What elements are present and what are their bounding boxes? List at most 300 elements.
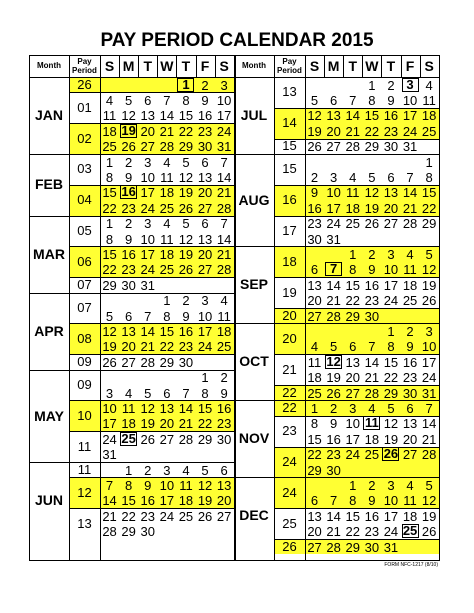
calendar-day: 1 <box>125 462 133 478</box>
calendar-day: 8 <box>349 262 357 278</box>
header-day-5: F <box>200 58 210 74</box>
calendar-day: 2 <box>125 216 133 232</box>
calendar-day: 5 <box>425 477 433 493</box>
calendar-day: 3 <box>402 78 419 92</box>
calendar-day: 7 <box>163 92 171 108</box>
calendar-day: 23 <box>364 524 380 540</box>
pay-period-number: 05 <box>77 223 92 238</box>
calendar-day: 25 <box>421 123 437 139</box>
calendar-day: 27 <box>197 200 213 216</box>
calendar-day: 28 <box>326 539 341 555</box>
calendar-day: 9 <box>406 339 414 355</box>
calendar-day: 20 <box>326 123 341 139</box>
calendar-day: 12 <box>364 185 380 201</box>
calendar-day: 25 <box>159 262 175 278</box>
calendar-day: 15 <box>345 277 360 293</box>
calendar-day: 23 <box>307 216 322 232</box>
calendar-day: 7 <box>330 493 338 509</box>
calendar-day: 9 <box>330 416 338 432</box>
calendar-day: 10 <box>159 477 175 493</box>
calendar-day: 19 <box>326 370 341 386</box>
calendar-day: 16 <box>140 493 155 509</box>
calendar-day: 25 <box>345 216 360 232</box>
calendar-day: 20 <box>216 493 232 509</box>
calendar-day: 18 <box>178 493 194 509</box>
calendar-day: 4 <box>349 169 357 185</box>
calendar-day: 7 <box>368 339 376 355</box>
calendar-day: 5 <box>105 308 114 324</box>
header-day-2: T <box>143 58 153 74</box>
calendar-day: 26 <box>197 508 213 524</box>
calendar-day: 16 <box>216 400 232 416</box>
calendar-day: 8 <box>125 477 133 493</box>
header-day-2: T <box>348 58 358 74</box>
calendar-day: 27 <box>402 447 418 463</box>
calendar-day: 25 <box>402 293 418 309</box>
calendar-day: 9 <box>125 169 133 185</box>
calendar-day: 22 <box>197 416 213 432</box>
calendar-day: 4 <box>368 400 376 416</box>
calendar-day: 18 <box>159 246 175 262</box>
calendar-day: 28 <box>345 139 360 155</box>
calendar-day: 15 <box>178 108 194 124</box>
calendar-day: 6 <box>144 92 152 108</box>
calendar-day: 19 <box>421 277 437 293</box>
calendar-day: 2 <box>125 154 133 170</box>
calendar-day: 18 <box>102 123 117 139</box>
header-day-5: F <box>405 58 415 74</box>
calendar-day: 14 <box>345 108 360 124</box>
day-column-divider <box>381 55 382 77</box>
calendar-day: 1 <box>105 154 114 170</box>
day-column-divider <box>196 55 197 77</box>
calendar-day: 12 <box>178 231 194 247</box>
calendar-day: 6 <box>310 262 319 278</box>
calendar-day: 2 <box>406 323 414 339</box>
calendar-day: 1 <box>163 293 171 309</box>
header-day-6: S <box>219 58 229 74</box>
month-label-apr: APR <box>34 322 64 339</box>
calendar-day: 20 <box>121 339 136 355</box>
day-column-divider <box>420 55 421 77</box>
calendar-day: 6 <box>220 462 228 478</box>
calendar-day: 17 <box>140 185 155 201</box>
calendar-day: 16 <box>121 184 136 200</box>
calendar-day: 2 <box>330 400 338 416</box>
calendar-day: 24 <box>140 262 155 278</box>
calendar-day: 8 <box>182 92 190 108</box>
calendar-day: 1 <box>349 477 357 493</box>
calendar-day: 11 <box>160 169 174 185</box>
calendar-day: 15 <box>121 493 136 509</box>
calendar-day: 14 <box>421 416 437 432</box>
calendar-day: 3 <box>201 293 209 309</box>
calendar-day: 15 <box>197 400 213 416</box>
day-column-divider <box>215 55 216 77</box>
calendar-day: 19 <box>383 431 399 447</box>
calendar-day: 19 <box>421 508 437 524</box>
calendar-day: 12 <box>307 108 322 124</box>
calendar-day: 6 <box>201 216 209 232</box>
calendar-day: 5 <box>310 92 319 108</box>
calendar-day: 3 <box>387 246 395 262</box>
calendar-day: 19 <box>364 200 380 216</box>
pay-period-number: 11 <box>77 461 92 477</box>
calendar-day: 19 <box>178 246 194 262</box>
calendar-day: 12 <box>421 262 437 278</box>
calendar-day: 21 <box>102 508 117 524</box>
calendar-day: 17 <box>383 277 399 293</box>
calendar-day: 7 <box>406 169 414 185</box>
header-month-label: Month <box>37 61 61 70</box>
calendar-day: 23 <box>197 123 213 139</box>
calendar-day: 7 <box>425 400 433 416</box>
calendar-day: 10 <box>140 169 155 185</box>
calendar-day: 13 <box>159 400 175 416</box>
calendar-day: 27 <box>383 216 399 232</box>
calendar-day: 10 <box>383 262 399 278</box>
calendar-day: 15 <box>345 508 360 524</box>
calendar-day: 24 <box>383 293 399 309</box>
calendar-day: 8 <box>368 92 376 108</box>
month-label-jul: JUL <box>240 107 268 123</box>
day-column-divider <box>324 55 325 77</box>
calendar-day: 23 <box>121 262 136 278</box>
calendar-day: 13 <box>326 108 341 124</box>
calendar-day: 28 <box>102 524 117 540</box>
calendar-day: 26 <box>326 385 341 401</box>
calendar-day: 11 <box>422 92 436 108</box>
header-day-0: S <box>309 58 320 74</box>
calendar-day: 15 <box>102 185 117 201</box>
calendar-day: 26 <box>364 216 380 232</box>
calendar-day: 14 <box>326 277 341 293</box>
calendar-day: 23 <box>140 508 155 524</box>
calendar-day: 29 <box>197 431 213 447</box>
calendar-day: 10 <box>383 493 399 509</box>
calendar-day: 19 <box>140 416 155 432</box>
calendar-day: 17 <box>345 431 360 447</box>
calendar-day: 6 <box>387 169 395 185</box>
calendar-day: 22 <box>345 524 360 540</box>
calendar-day: 15 <box>364 108 380 124</box>
calendar-day: 1 <box>177 78 194 92</box>
calendar-day: 11 <box>345 185 360 201</box>
calendar-day: 18 <box>159 185 175 201</box>
calendar-day: 1 <box>387 323 395 339</box>
calendar-day: 22 <box>364 123 380 139</box>
calendar-day: 8 <box>425 169 433 185</box>
calendar-day: 21 <box>216 185 232 201</box>
calendar-day: 23 <box>326 447 341 463</box>
pay-period-number: 03 <box>77 161 92 177</box>
calendar-day: 16 <box>121 246 136 262</box>
header-pay-label: Pay <box>282 57 297 66</box>
header-day-3: W <box>365 58 379 74</box>
calendar-day: 14 <box>140 323 155 339</box>
pay-period-number: 26 <box>77 76 92 92</box>
calendar-day: 1 <box>201 370 209 386</box>
calendar-day: 6 <box>349 339 357 355</box>
calendar-day: 11 <box>179 477 193 493</box>
calendar-day: 10 <box>197 308 213 324</box>
calendar-day: 21 <box>364 370 380 386</box>
calendar-day: 31 <box>216 139 232 155</box>
calendar-day: 19 <box>307 123 322 139</box>
calendar-day: 5 <box>201 462 209 478</box>
calendar-day: 15 <box>383 354 399 370</box>
calendar-day: 26 <box>383 446 399 462</box>
calendar-day: 16 <box>178 323 194 339</box>
calendar-day: 30 <box>364 539 380 555</box>
pay-period-number: 08 <box>77 330 92 346</box>
calendar-day: 13 <box>402 416 418 432</box>
month-label-feb: FEB <box>35 176 63 192</box>
calendar-day: 5 <box>144 385 152 401</box>
calendar-day: 31 <box>421 385 437 401</box>
calendar-day: 4 <box>310 339 319 355</box>
month-label-jan: JAN <box>34 107 63 123</box>
calendar-day: 30 <box>121 277 136 293</box>
calendar-day: 12 <box>178 169 194 185</box>
calendar-day: 2 <box>201 77 209 93</box>
calendar-day: 28 <box>421 447 437 463</box>
calendar-day: 20 <box>140 123 155 139</box>
calendar-day: 1 <box>425 154 433 170</box>
calendar-day: 10 <box>421 339 437 355</box>
calendar-day: 19 <box>102 339 117 355</box>
month-label-oct: OCT <box>239 353 269 370</box>
calendar-day: 15 <box>159 323 175 339</box>
calendar-day: 10 <box>102 400 117 416</box>
calendar-day: 4 <box>220 293 228 309</box>
calendar-day: 26 <box>421 293 437 309</box>
calendar-day: 3 <box>105 385 114 401</box>
calendar-day: 1 <box>349 246 357 262</box>
calendar-day: 17 <box>383 508 399 524</box>
calendar-day: 24 <box>345 447 360 463</box>
calendar-day: 15 <box>102 246 117 262</box>
calendar-day: 24 <box>402 123 418 139</box>
pay-period-number: 25 <box>282 515 297 531</box>
calendar-day: 18 <box>402 508 418 524</box>
month-label-dec: DEC <box>239 507 269 524</box>
calendar-day: 14 <box>326 508 341 524</box>
calendar-day: 7 <box>144 308 152 324</box>
calendar-day: 13 <box>121 323 136 339</box>
day-column-divider <box>401 55 402 77</box>
calendar-day: 28 <box>402 216 418 232</box>
calendar-day: 30 <box>326 462 341 478</box>
pay-period-number: 13 <box>282 84 297 100</box>
month-label-mar: MAR <box>33 245 65 262</box>
calendar-day: 20 <box>197 246 213 262</box>
calendar-day: 28 <box>178 431 194 447</box>
calendar-day: 2 <box>220 370 228 386</box>
calendar-day: 4 <box>125 385 133 401</box>
calendar-day: 14 <box>402 185 418 201</box>
calendar-day: 20 <box>307 293 322 309</box>
calendar-day: 25 <box>102 139 117 155</box>
header-day-4: T <box>386 58 396 74</box>
calendar-day: 13 <box>307 277 322 293</box>
calendar-day: 21 <box>421 431 437 447</box>
calendar-day: 10 <box>402 92 418 108</box>
calendar-day: 21 <box>326 293 341 309</box>
calendar-day: 18 <box>421 108 437 124</box>
calendar-day: 9 <box>368 262 376 278</box>
calendar-day: 17 <box>197 323 213 339</box>
calendar-day: 23 <box>402 370 418 386</box>
calendar-day: 30 <box>402 385 418 401</box>
day-column-divider <box>176 55 177 77</box>
header-day-3: W <box>160 58 174 74</box>
month-label-aug: AUG <box>238 192 270 208</box>
calendar-day: 21 <box>159 123 175 139</box>
calendar-day: 6 <box>330 92 338 108</box>
month-label-sep: SEP <box>239 276 268 293</box>
calendar-day: 3 <box>163 462 171 478</box>
calendar-day: 8 <box>105 231 114 247</box>
calendar-day: 31 <box>102 447 117 463</box>
header-day-4: T <box>181 58 191 74</box>
calendar-day: 13 <box>383 185 399 201</box>
calendar-day: 13 <box>216 477 232 493</box>
calendar-day: 30 <box>307 231 322 247</box>
calendar-day: 19 <box>197 493 213 509</box>
calendar-day: 18 <box>216 323 232 339</box>
pay-period-number: 17 <box>282 223 297 238</box>
calendar-day: 29 <box>121 524 136 540</box>
calendar-day: 25 <box>307 385 322 401</box>
pay-period-number: 13 <box>77 515 92 531</box>
calendar-day: 2 <box>182 293 190 309</box>
calendar-day: 20 <box>307 524 322 540</box>
pay-period-number: 22 <box>282 384 297 400</box>
calendar-day: 26 <box>178 262 194 278</box>
header-day-1: M <box>327 58 340 74</box>
calendar-day: 29 <box>345 308 360 324</box>
pay-period-number: 09 <box>77 353 92 369</box>
calendar-day: 27 <box>216 508 232 524</box>
pay-period-number: 24 <box>282 454 297 469</box>
calendar-day: 20 <box>345 370 360 386</box>
calendar-day: 9 <box>125 231 133 247</box>
day-column-divider <box>119 55 120 77</box>
calendar-day: 29 <box>421 216 437 232</box>
calendar-day: 7 <box>220 154 228 170</box>
pay-period-number: 26 <box>282 538 297 554</box>
calendar-day: 2 <box>368 477 376 493</box>
calendar-day: 2 <box>368 246 376 262</box>
calendar-day: 30 <box>140 524 155 540</box>
calendar-day: 16 <box>364 277 380 293</box>
calendar-day: 2 <box>310 169 319 185</box>
pay-period-number: 15 <box>282 161 297 177</box>
calendar-day: 19 <box>121 122 136 138</box>
form-number: FORM NFC-1217 (8/10) <box>384 562 438 568</box>
month-label-jun: JUN <box>34 492 63 508</box>
calendar-day: 12 <box>383 416 399 432</box>
calendar-day: 28 <box>159 139 175 155</box>
calendar-day: 12 <box>421 493 437 509</box>
calendar-day: 31 <box>326 231 341 247</box>
calendar-day: 5 <box>182 216 190 232</box>
calendar-day: 18 <box>345 200 360 216</box>
day-column-divider <box>157 55 158 77</box>
day-column-divider <box>138 55 139 77</box>
pay-period-number: 07 <box>77 300 92 315</box>
calendar-day: 5 <box>425 246 433 262</box>
calendar-day: 27 <box>140 139 155 155</box>
pay-period-number: 21 <box>282 361 297 377</box>
calendar-day: 28 <box>140 354 155 370</box>
calendar-day: 17 <box>402 108 418 124</box>
calendar-day: 20 <box>402 431 418 447</box>
calendar-day: 6 <box>310 493 319 509</box>
calendar-day: 4 <box>105 92 114 108</box>
calendar-day: 4 <box>182 462 190 478</box>
calendar-day: 22 <box>178 123 194 139</box>
calendar-day: 23 <box>364 293 380 309</box>
calendar-day: 8 <box>201 385 209 401</box>
day-column-divider <box>362 55 363 77</box>
calendar-day: 5 <box>330 339 338 355</box>
pay-period-number: 24 <box>282 484 297 500</box>
calendar-day: 24 <box>140 200 155 216</box>
calendar-day: 6 <box>163 385 171 401</box>
calendar-day: 26 <box>178 200 194 216</box>
calendar-day: 29 <box>102 277 117 293</box>
calendar-day: 2 <box>144 462 152 478</box>
calendar-day: 4 <box>163 154 171 170</box>
calendar-day: 10 <box>345 416 360 432</box>
calendar-day: 23 <box>178 339 194 355</box>
calendar-day: 16 <box>307 200 322 216</box>
calendar-day: 15 <box>307 431 322 447</box>
calendar-day: 26 <box>307 139 322 155</box>
calendar-day: 27 <box>307 308 322 324</box>
calendar-day: 13 <box>140 108 155 124</box>
calendar-day: 17 <box>102 416 117 432</box>
calendar-day: 4 <box>406 477 414 493</box>
calendar-day: 12 <box>326 353 341 369</box>
calendar-day: 18 <box>402 277 418 293</box>
calendar-day: 21 <box>216 246 232 262</box>
calendar-day: 26 <box>421 524 437 540</box>
calendar-day: 30 <box>383 139 399 155</box>
calendar-day: 5 <box>125 92 133 108</box>
day-column-divider <box>343 55 344 77</box>
calendar-day: 30 <box>197 139 213 155</box>
pay-period-number: 18 <box>282 253 297 269</box>
header-pay-label: Pay <box>77 57 92 66</box>
calendar-day: 22 <box>421 200 437 216</box>
calendar-day: 17 <box>326 200 341 216</box>
calendar-day: 24 <box>216 123 232 139</box>
calendar-day: 8 <box>310 416 319 432</box>
calendar-day: 28 <box>326 308 341 324</box>
calendar-day: 27 <box>121 354 136 370</box>
page-title: PAY PERIOD CALENDAR 2015 <box>100 30 374 51</box>
calendar-day: 10 <box>140 231 155 247</box>
calendar-day: 15 <box>421 185 437 201</box>
calendar-day: 26 <box>102 354 117 370</box>
calendar-day: 14 <box>102 493 117 509</box>
calendar-day: 17 <box>159 493 175 509</box>
calendar-day: 21 <box>402 200 418 216</box>
calendar-day: 22 <box>307 447 322 463</box>
